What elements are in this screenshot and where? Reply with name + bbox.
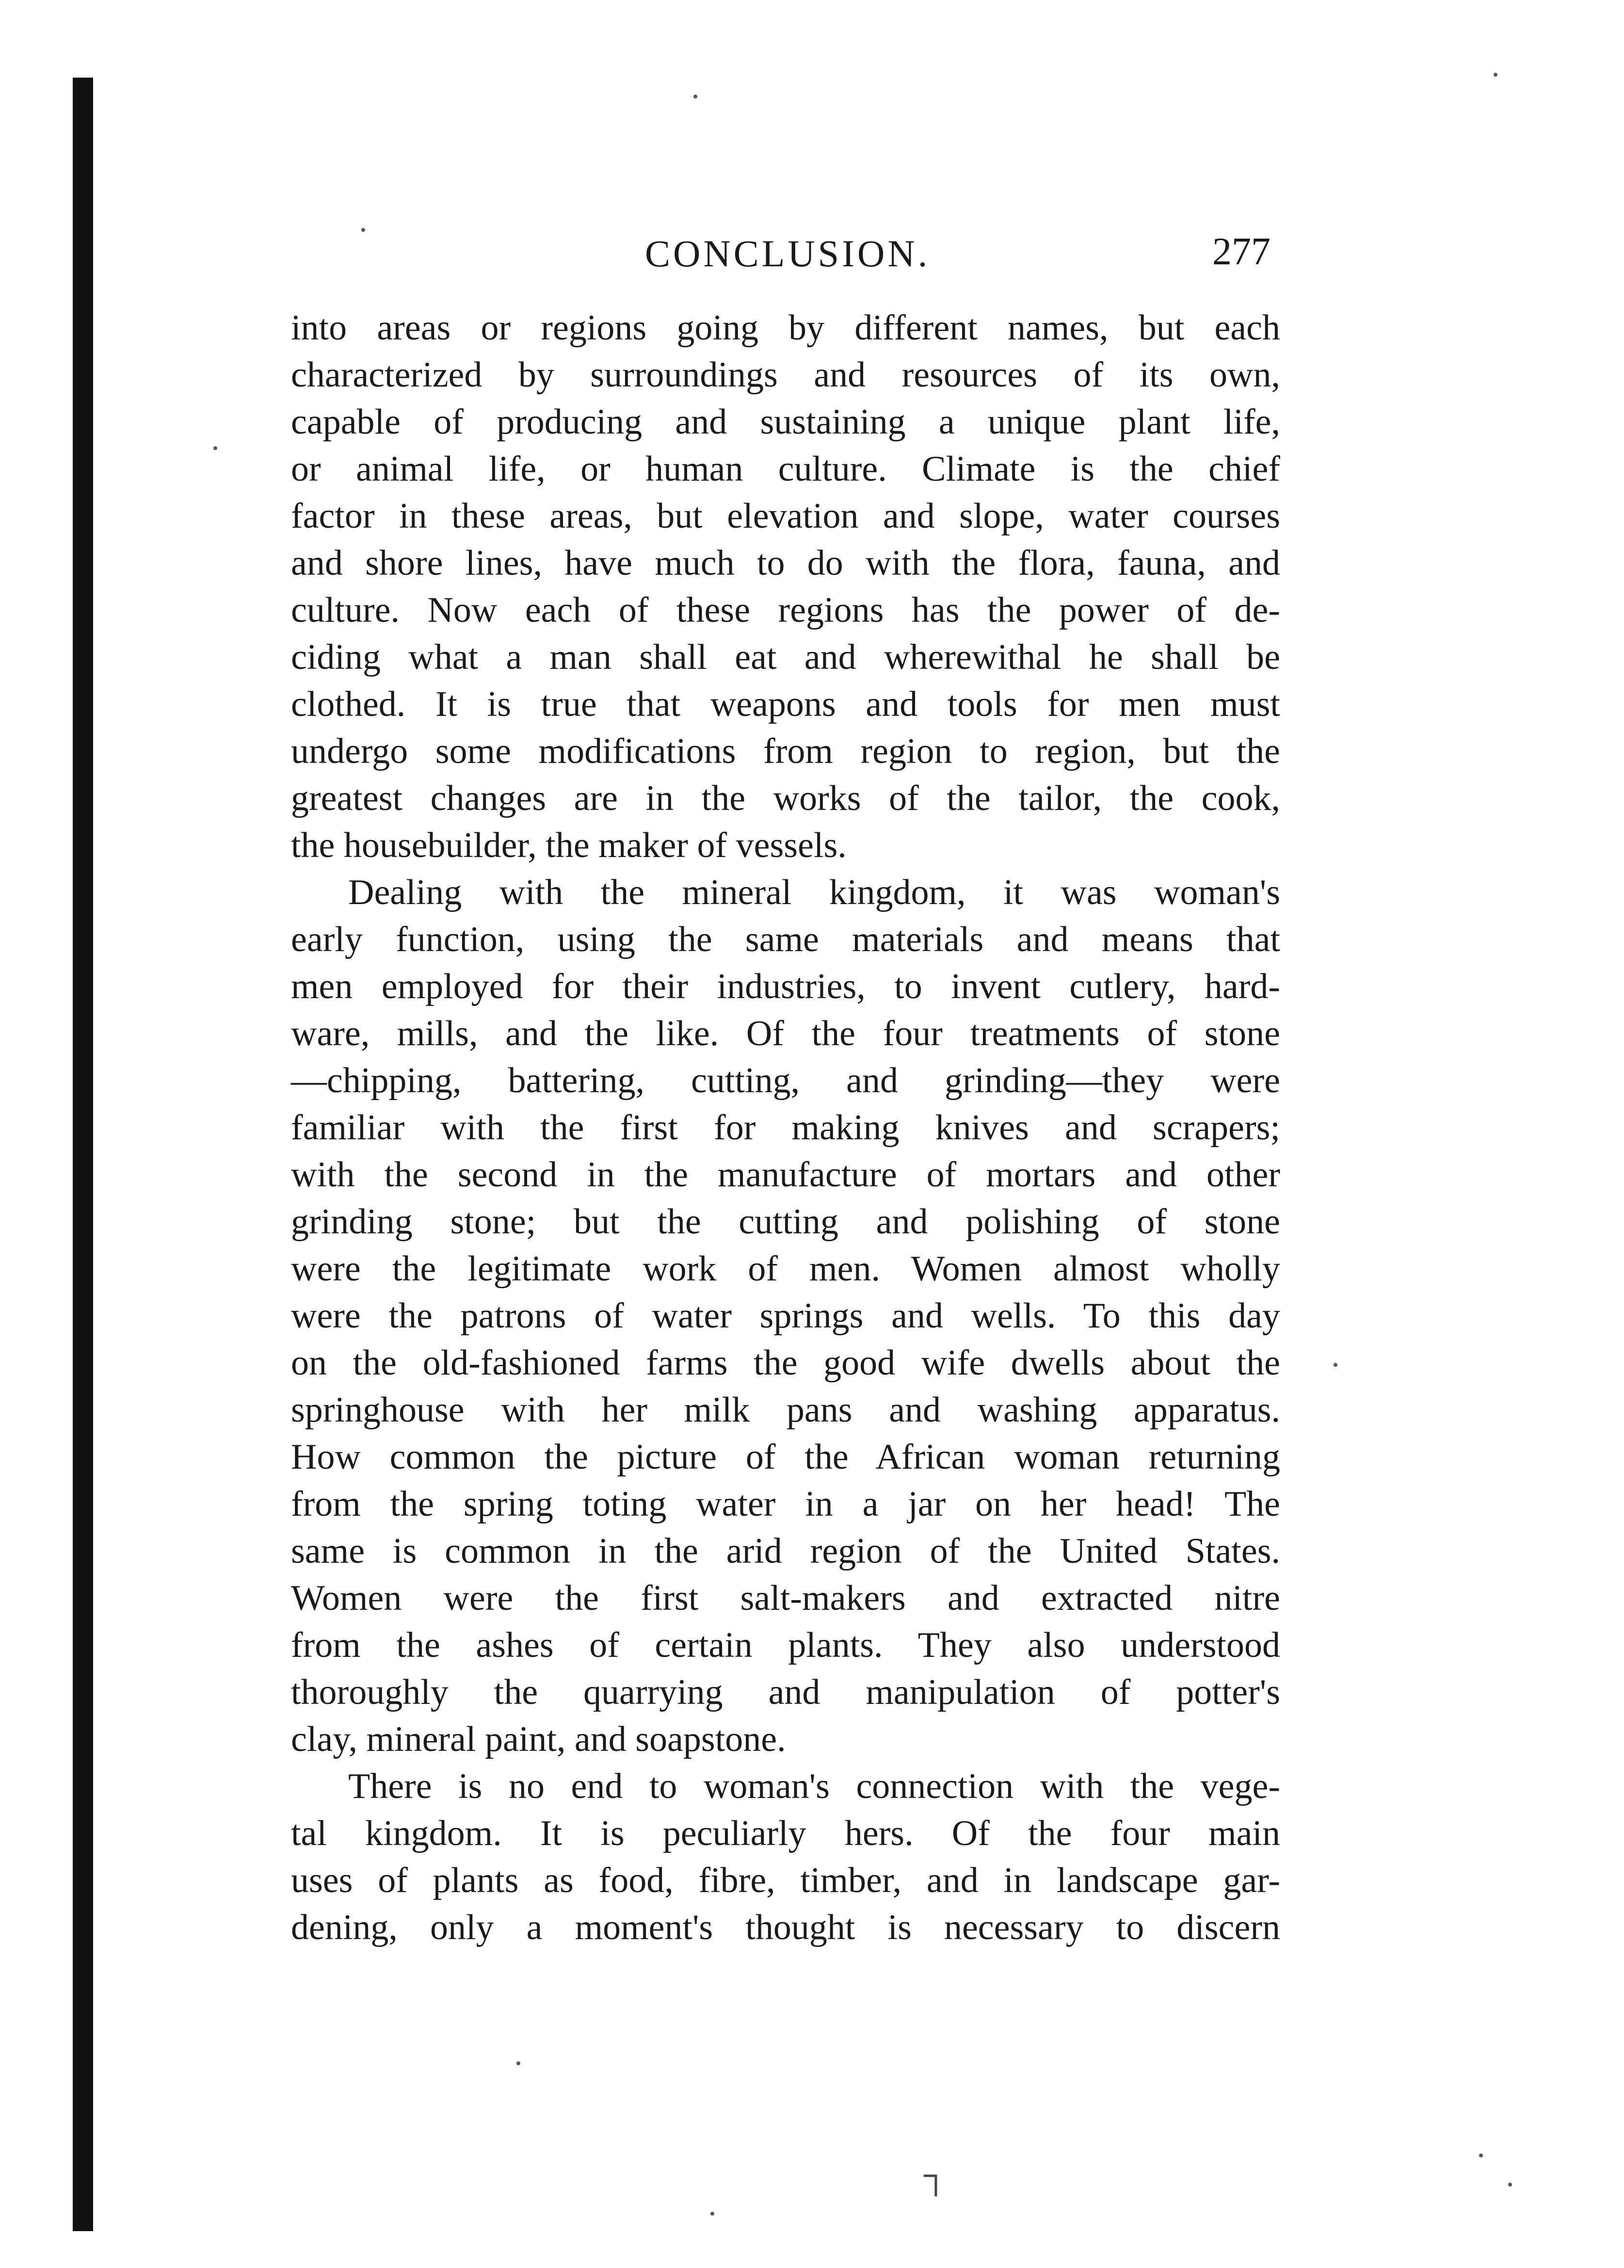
text-line: thoroughly the quarrying and manipulation of potter's (291, 1672, 1280, 1712)
text-line: were the legitimate work of men. Women almost wholly (291, 1249, 1280, 1289)
pencil-mark-icon: ┐ (924, 2156, 948, 2194)
text-line: Dealing with the mineral kingdom, it was woman's (348, 873, 1280, 912)
running-title: CONCLUSION. (645, 232, 931, 275)
scan-speck (1334, 1363, 1337, 1367)
scan-speck (361, 228, 365, 232)
text-line: or animal life, or human culture. Climate is the chief (291, 449, 1280, 489)
text-line: How common the picture of the African woman returning (291, 1437, 1280, 1477)
text-line: men employed for their industries, to invent cutlery, hard- (291, 967, 1280, 1006)
text-line: from the spring toting water in a jar on her head! The (291, 1484, 1280, 1524)
text-line: into areas or regions going by different names, but each (291, 308, 1280, 348)
text-line: characterized by surroundings and resources of its own, (291, 355, 1280, 395)
text-line: undergo some modifications from region to region, but the (291, 731, 1280, 771)
text-line: —chipping, battering, cutting, and grinding—they were (291, 1061, 1280, 1101)
text-line: ware, mills, and the like. Of the four treatments of stone (291, 1014, 1280, 1053)
text-line: on the old-fashioned farms the good wife dwells about the (291, 1343, 1280, 1383)
paragraph-3 (291, 1763, 1280, 1951)
text-line: culture. Now each of these regions has the power of de- (291, 590, 1280, 630)
scan-speck (693, 95, 697, 98)
text-line: grinding stone; but the cutting and polishing of stone (291, 1202, 1280, 1242)
text-line: Women were the first salt-makers and extracted nitre (291, 1578, 1280, 1618)
paragraph-1 (291, 305, 1280, 869)
text-line: There is no end to woman's connection with the vege- (348, 1766, 1280, 1806)
page-number: 277 (1212, 230, 1270, 273)
text-line: early function, using the same materials and means that (291, 920, 1280, 959)
scan-speck (1479, 2154, 1483, 2157)
text-line: greatest changes are in the works of the tailor, the cook, (291, 778, 1280, 818)
text-line: clay, mineral paint, and soapstone. (291, 1719, 786, 1759)
text-line: the housebuilder, the maker of vessels. (291, 826, 847, 865)
scan-speck (1494, 73, 1497, 77)
text-line: ciding what a man shall eat and wherewithal he shall be (291, 637, 1280, 677)
text-line: and shore lines, have much to do with the flora, fauna, and (291, 543, 1280, 583)
scan-speck (710, 2212, 714, 2216)
text-line: factor in these areas, but elevation and slope, water courses (291, 496, 1280, 536)
text-line: clothed. It is true that weapons and tools for men must (291, 684, 1280, 724)
scan-speck (213, 446, 217, 450)
text-line: were the patrons of water springs and wells. To this day (291, 1296, 1280, 1336)
text-line: tal kingdom. It is peculiarly hers. Of the four main (291, 1814, 1280, 1853)
scan-speck (1508, 2183, 1512, 2187)
text-line: capable of producing and sustaining a unique plant life, (291, 402, 1280, 442)
text-line: from the ashes of certain plants. They also understood (291, 1625, 1280, 1665)
text-line: springhouse with her milk pans and washing apparatus. (291, 1390, 1280, 1430)
text-line: uses of plants as food, fibre, timber, and in landscape gar- (291, 1861, 1280, 1900)
body-text (291, 305, 1280, 1951)
text-line: same is common in the arid region of the United States. (291, 1531, 1280, 1571)
text-line: dening, only a moment's thought is necessary to discern (291, 1908, 1280, 1947)
text-line: familiar with the first for making knives and scrapers; (291, 1108, 1280, 1148)
scan-speck (516, 2061, 520, 2065)
text-line: with the second in the manufacture of mortars and other (291, 1155, 1280, 1195)
scan-binding-edge (73, 78, 93, 2231)
paragraph-2 (291, 869, 1280, 1763)
